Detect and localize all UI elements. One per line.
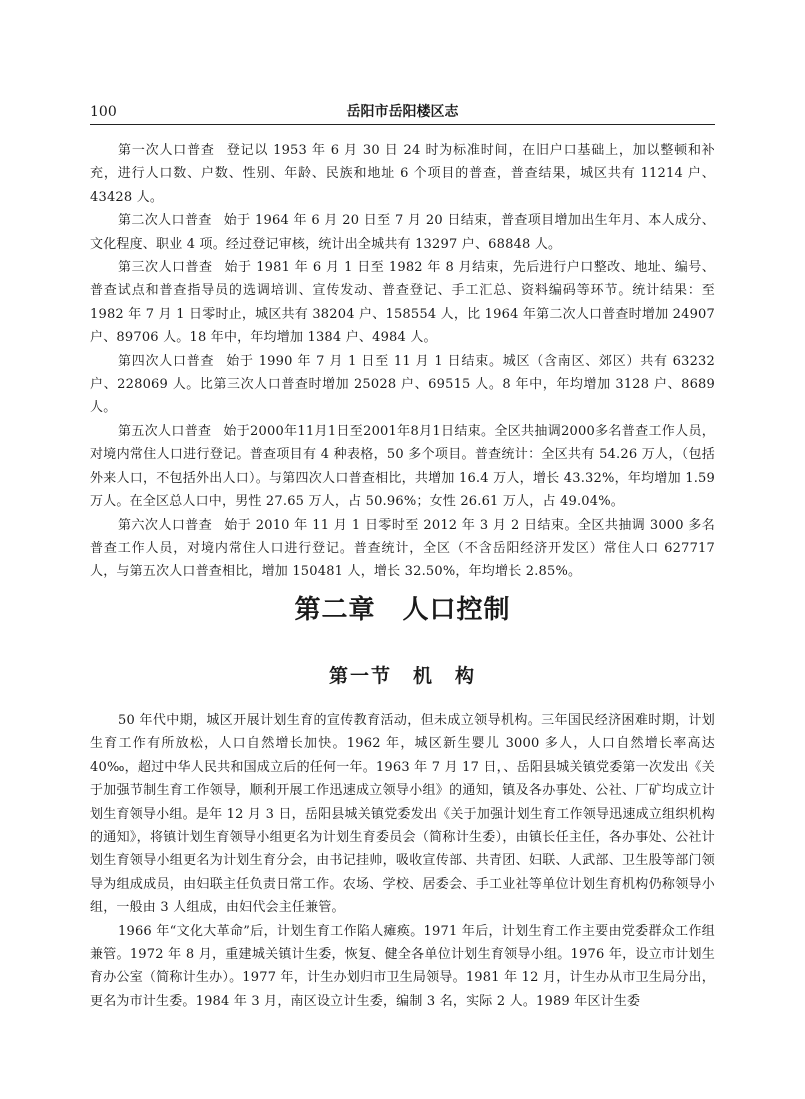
census-paragraph	[90, 139, 715, 209]
census-text: 始于 1981 年 6 月 1 日至 1982 年 8 月结束，先后进行户口整改、地址、编号、普查试点和普查指导员的选调培训、宣传发动、普查登记、手工汇总、资料编码等环节。统计结果：至 1982 年 7 月 1 日零时止，城区共有 38204 户、158554 人，比 1964 年第二次人口普查时增加 24907 户、89706 人。18 年中，年均增加 1384 户、4984 人。	[90, 260, 715, 346]
chapter-title: 第二章 人口控制	[294, 595, 511, 625]
census-lead: 第五次人口普查	[118, 423, 212, 439]
body-paragraph: 50 年代中期，城区开展计划生育的宣传教育活动，但未成立领导机构。三年国民经济困难时期，计划生育工作有所放松，人口自然增长加快。1962 年，城区新生婴儿 3000 多人，人口自然增长率高达 40‰，超过中华人民共和国成立后的任何一年。1963 年 7 月 17 日，、岳阳县城关镇党委第一次发出《关于加强节制生育工作领导，顺利开展工作迅速成立领导小组》的通知，镇及各办事处、公社、厂矿均成立计划生育领导小组。是年 12 月 3 日，岳阳县城关镇党委发出《关于加强计划生育工作领导迅速成立组织机构的通知》，将镇计划生育领导小组更名为计划生育委员会（简称计生委），由镇长任主任，各办事处、公社计划生育领导小组更名为计划生育分会，由书记挂帅，吸收宣传部、共青团、妇联、人武部、卫生股等部门领导为组成成员，由妇联主任负责日常工作。农场、学校、居委会、手工业社等单位计划生育机构仍称领导小组，一般由 3 人组成，由妇代会主任兼管。	[90, 713, 715, 916]
census-text: 始于 1990 年 7 月 1 日至 11 月 1 日结束。城区（含南区、郊区）共有 63232 户、228069 人。比第三次人口普查时增加 25028 户、69515 人。8 年中，年均增加 3128 户、8689 人。	[90, 353, 715, 416]
census-text: 始于 1964 年 6 月 20 日至 7 月 20 日结束，普查项目增加出生年月、本人成分、文化程度、职业 4 项。经过登记审核，统计出全城共有 13297 户、68848 人。	[90, 213, 715, 252]
census-paragraph	[90, 256, 715, 350]
census-paragraph	[90, 514, 715, 584]
body-paragraph: 1966 年“文化大革命”后，计划生育工作陷人瘫痪。1971 年后，计划生育工作主要由党委群众工作组兼管。1972 年 8 月，重建城关镇计生委，恢复、健全各单位计划生育领导小组。1976 年，设立市计划生育办公室（简称计生办）。1977 年，计生办划归市卫生局领导。1981 年 12 月，计生办从市卫生局分出，更名为市计生委。1984 年 3 月，南区设立计生委，编制 3 名，实际 2 人。1989 年区计生委	[90, 923, 715, 1009]
census-text: 始于 2010 年 11 月 1 日零时至 2012 年 3 月 2 日结束。全区共抽调 3000 多名普查工作人员，对境内常住人口进行登记。普查统计，全区（不含岳阳经济开发区）常住人口 627717 人，与第五次人口普查相比，增加 150481 人，增长 32.50%，年均增长 2.85%。	[90, 517, 715, 580]
census-lead: 第三次人口普查	[118, 260, 213, 276]
census-lead: 第六次人口普查	[118, 517, 213, 533]
section-title: 第一节 机 构	[328, 665, 476, 687]
census-lead: 第一次人口普查	[118, 143, 215, 158]
census-section	[90, 139, 715, 584]
header-rule	[90, 124, 715, 125]
running-title: 岳阳市岳阳楼区志	[346, 104, 459, 120]
census-text: 始于2000年11月1日至2001年8月1日结束。全区共抽调2000多名普查工作人员，对境内常住人口进行登记。普查项目有 4 种表格，50 多个项目。普查统计：全区共有 54.26 万人，（包括外来人口，不包括外出人口）。与第四次人口普查相比，共增加 16.4 万人，增长 43.32%，年均增加 1.59 万人。在全区总人口中，男性 27.65 万人，占 50.96%；女性 26.61 万人，占 49.04%。	[90, 423, 715, 510]
census-paragraph	[90, 350, 715, 420]
census-paragraph	[90, 420, 715, 514]
census-text: 登记以 1953 年 6 月 30 日 24 时为标准时间，在旧户口基础上，加以整顿和补充，进行人口数、户数、性别、年龄、民族和地址 6 个项目的普查，普查结果，城区共有 11214 户、43428 人。	[90, 143, 715, 205]
census-lead: 第四次人口普查	[118, 353, 215, 369]
census-paragraph	[90, 209, 715, 256]
organization-section	[90, 709, 715, 1013]
page-header	[90, 102, 715, 124]
census-lead: 第二次人口普查	[118, 213, 212, 229]
page-number: 100	[90, 104, 117, 120]
